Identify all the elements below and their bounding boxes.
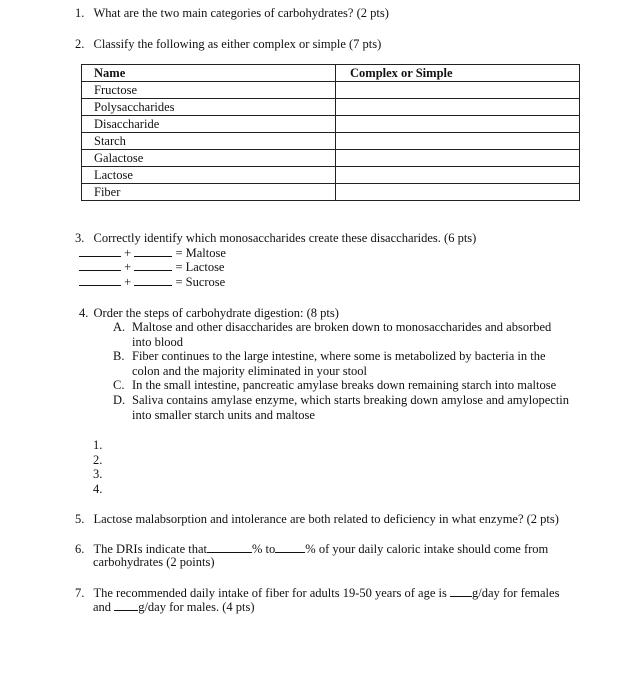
option-letter: C. bbox=[113, 378, 125, 392]
plus-sign: + bbox=[124, 246, 132, 260]
answer-cell[interactable] bbox=[336, 116, 580, 133]
question-3 bbox=[75, 231, 476, 246]
table-row bbox=[82, 184, 580, 201]
question-text: The recommended daily intake of fiber for adults 19-50 years of age is bbox=[93, 586, 447, 600]
plus-sign: + bbox=[124, 260, 132, 274]
question-7-line-2 bbox=[93, 599, 254, 615]
header-complex-or-simple: Complex or Simple bbox=[336, 65, 580, 82]
name-cell: Polysaccharides bbox=[82, 99, 336, 116]
name-cell: Galactose bbox=[82, 150, 336, 167]
classification-table bbox=[81, 64, 580, 201]
table-row bbox=[82, 99, 580, 116]
blank-line[interactable] bbox=[134, 274, 172, 286]
question-text: Order the steps of carbohydrate digestion: (8 pts) bbox=[93, 306, 339, 320]
question-1 bbox=[75, 6, 389, 21]
answer-cell[interactable] bbox=[336, 167, 580, 184]
result-text: = Sucrose bbox=[175, 275, 226, 289]
table-row bbox=[82, 133, 580, 150]
name-cell: Disaccharide bbox=[82, 116, 336, 133]
answer-number: 2. bbox=[93, 453, 103, 467]
blank-line[interactable] bbox=[134, 259, 172, 271]
question-text: and bbox=[93, 600, 112, 614]
option-text: Maltose and other disaccharides are broken down to monosaccharides and absorbed into blood bbox=[132, 320, 552, 349]
header-name: Name bbox=[82, 65, 336, 82]
blank-line[interactable] bbox=[134, 245, 172, 257]
answer-cell[interactable] bbox=[336, 150, 580, 167]
blank-line[interactable] bbox=[79, 259, 121, 271]
question-6-line-2: carbohydrates (2 points) bbox=[93, 555, 215, 569]
question-text: Correctly identify which monosaccharides create these disaccharides. (6 pts) bbox=[93, 231, 477, 245]
name-cell: Fructose bbox=[82, 82, 336, 99]
equation-lactose bbox=[79, 259, 224, 275]
question-5 bbox=[75, 512, 559, 527]
answer-number: 4. bbox=[93, 482, 103, 496]
question-text: What are the two main categories of carbohydrates? (2 pts) bbox=[93, 6, 389, 20]
answer-cell[interactable] bbox=[336, 99, 580, 116]
name-cell: Lactose bbox=[82, 167, 336, 184]
name-cell: Starch bbox=[82, 133, 336, 150]
option-letter: B. bbox=[113, 349, 125, 363]
blank-line[interactable] bbox=[79, 274, 121, 286]
blank-line[interactable] bbox=[275, 541, 305, 553]
option-text: Fiber continues to the large intestine, where some is metabolized by bacteria in the colon and the majority eliminated in your stool bbox=[132, 349, 546, 378]
question-text: Classify the following as either complex or simple (7 pts) bbox=[93, 37, 382, 51]
question-number: 1. bbox=[75, 6, 85, 20]
question-text: % of your daily caloric intake should come from bbox=[305, 542, 549, 556]
question-number: 5. bbox=[75, 512, 85, 526]
answer-cell[interactable] bbox=[336, 184, 580, 201]
table-row bbox=[82, 167, 580, 184]
option-text: In the small intestine, pancreatic amylase breaks down remaining starch into maltose bbox=[132, 378, 557, 392]
result-text: = Maltose bbox=[175, 246, 226, 260]
option-c bbox=[113, 378, 573, 393]
result-text: = Lactose bbox=[175, 260, 225, 274]
question-number: 4. bbox=[79, 306, 89, 320]
equation-sucrose bbox=[79, 274, 225, 290]
answer-cell[interactable] bbox=[336, 133, 580, 150]
option-b bbox=[113, 349, 573, 379]
option-d bbox=[113, 393, 573, 423]
blank-line[interactable] bbox=[207, 541, 252, 553]
question-number: 7. bbox=[75, 586, 85, 600]
question-number: 3. bbox=[75, 231, 85, 245]
blank-line[interactable] bbox=[79, 245, 121, 257]
option-text: Saliva contains amylase enzyme, which starts breaking down amylose and amylopectin into smaller starch units and maltose bbox=[132, 393, 570, 422]
table-row bbox=[82, 150, 580, 167]
answer-cell[interactable] bbox=[336, 82, 580, 99]
question-4 bbox=[79, 306, 339, 321]
question-number: 6. bbox=[75, 542, 85, 556]
table-header-row bbox=[82, 65, 580, 82]
table-row bbox=[82, 82, 580, 99]
table-row bbox=[82, 116, 580, 133]
question-number: 2. bbox=[75, 37, 85, 51]
question-2 bbox=[75, 37, 381, 52]
option-letter: D. bbox=[113, 393, 126, 407]
option-letter: A. bbox=[113, 320, 126, 334]
name-cell: Fiber bbox=[82, 184, 336, 201]
question-text: % to bbox=[252, 542, 276, 556]
blank-line[interactable] bbox=[450, 585, 472, 597]
question-text: Lactose malabsorption and intolerance are both related to deficiency in what enzyme? (2 pts) bbox=[93, 512, 559, 526]
question-text: g/day for males. (4 pts) bbox=[138, 600, 255, 614]
question-text: The DRIs indicate that bbox=[93, 542, 208, 556]
question-text: g/day for females bbox=[471, 586, 560, 600]
option-a bbox=[113, 320, 573, 350]
plus-sign: + bbox=[124, 275, 132, 289]
answer-number: 3. bbox=[93, 467, 103, 481]
answer-number: 1. bbox=[93, 438, 103, 452]
blank-line[interactable] bbox=[114, 599, 138, 611]
